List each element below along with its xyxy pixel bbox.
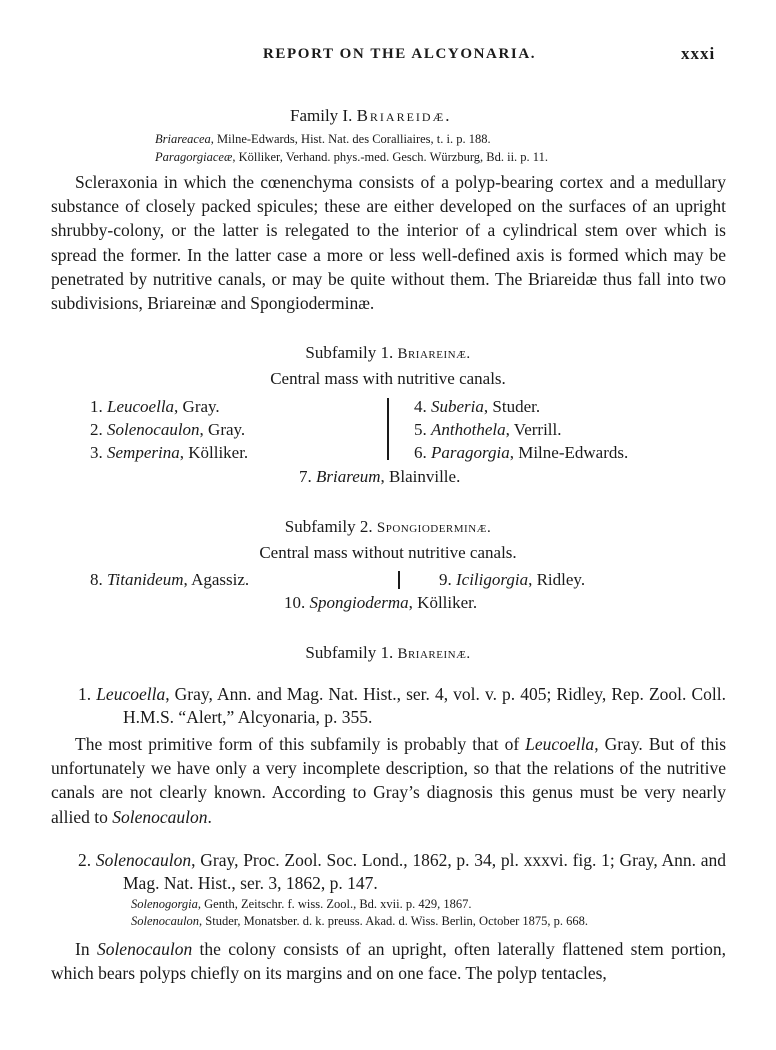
genus-name: Suberia	[431, 397, 484, 416]
synonym-reference: , Studer, Monatsber. d. k. preuss. Akad. d. Wiss. Berlin, October 1875, p. 668.	[199, 914, 589, 928]
genus-number: 7.	[299, 467, 312, 486]
subfamily-title-name: Briareinæ.	[397, 646, 471, 662]
genus-number: 4.	[414, 397, 427, 416]
paragraph-text: In	[75, 939, 97, 959]
genus-list-item	[414, 443, 628, 463]
genus-author: , Milne-Edwards.	[509, 443, 629, 462]
genus-author: , Ridley.	[528, 570, 586, 589]
genus-2-description	[51, 937, 726, 985]
subfamily-1-subtitle: Central mass with nutritive canals.	[270, 369, 506, 388]
synonym-line	[131, 913, 588, 930]
page-number: xxxi	[681, 44, 716, 63]
column-divider	[398, 571, 400, 589]
genus-number: 8.	[90, 570, 103, 589]
genus-name: Solenocaulon	[96, 939, 193, 959]
genus-author: , Studer.	[483, 397, 541, 416]
synonym-reference: , Genth, Zeitschr. f. wiss. Zool., Bd. xvii. p. 429, 1867.	[197, 897, 472, 911]
synonym-name: Paragorgiaceæ	[155, 150, 233, 164]
genus-number: 1.	[78, 684, 92, 704]
genus-name: Leucoella	[525, 734, 595, 754]
genus-name: Spongioderma	[309, 593, 409, 612]
synonym-name: Solenogorgia	[131, 897, 198, 911]
family-title	[290, 106, 452, 126]
genus-name: Leucoella	[96, 684, 166, 704]
genus-number: 2.	[90, 420, 103, 439]
genus-list-item	[284, 593, 477, 613]
genus-1-description	[51, 732, 726, 829]
paragraph-text: .	[207, 806, 212, 827]
genus-author: , Gray.	[174, 397, 220, 416]
genus-2-reference	[78, 849, 726, 895]
genus-number: 10.	[284, 593, 306, 612]
subfamily-title-prefix: Subfamily 1.	[305, 643, 394, 662]
genus-name: Leucoella	[107, 397, 175, 416]
synonym-name: Briareacea	[155, 132, 211, 146]
genus-list-item	[414, 397, 540, 417]
genus-author: , Kölliker.	[408, 593, 478, 612]
column-divider	[387, 398, 389, 460]
paragraph-text: , Gray. But of this unfortunately we have only a very incomplete description, so that the relations of the nutritive canals are not clearly known. According to Gray’s diagnosis this genus must be very nearly allied to	[51, 734, 727, 827]
genus-reference-text: , Gray, Proc. Zool. Soc. Lond., 1862, p. 34, pl. xxxvi. fig. 1; Gray, Ann. and Mag. Nat. Hist., ser. 3, 1862, p. 147.	[123, 850, 726, 893]
family-description-text: Scleraxonia in which the cœnenchyma consists of a polyp-bearing cortex and a medullary substance of closely packed spicules; these are either developed on the surfaces of an upright shrubby-colony, or the latter is relegated to the interior of a cylindrical stem over which is spread the former. In the latter case a more or less well-defined axis is formed which may be penetrated by nutritive canals, or may be quite without them. The Briareidæ thus fall into two subdivisions, Briareinæ and Spongioderminæ.	[51, 172, 726, 314]
genus-list-item	[439, 570, 585, 590]
genus-name: Solenocaulon	[112, 806, 208, 827]
subfamily-2-subtitle: Central mass without nutritive canals.	[259, 543, 517, 562]
subfamily-title-name: Spongioderminæ.	[376, 520, 492, 536]
synonym-reference: , Kölliker, Verhand. phys.-med. Gesch. Würzburg, Bd. ii. p. 11.	[232, 150, 548, 164]
genus-name: Solenocaulon	[107, 420, 200, 439]
genus-number: 3.	[90, 443, 103, 462]
genus-author: , Kölliker.	[179, 443, 249, 462]
genus-name: Semperina	[107, 443, 180, 462]
genus-list-item	[90, 443, 248, 463]
genus-list-item	[414, 420, 561, 440]
genus-name: Anthothela	[431, 420, 506, 439]
genus-list-item	[90, 397, 220, 417]
subfamily-title-name: Briareinæ.	[397, 346, 471, 362]
genus-list-item	[90, 570, 249, 590]
genus-name: Titanideum	[107, 570, 184, 589]
genus-number: 2.	[78, 850, 92, 870]
subfamily-title-prefix: Subfamily 2.	[284, 517, 373, 536]
genus-author: , Blainville.	[380, 467, 461, 486]
genus-number: 5.	[414, 420, 427, 439]
genus-number: 1.	[90, 397, 103, 416]
genus-number: 6.	[414, 443, 427, 462]
family-title-prefix: Family I.	[290, 106, 353, 125]
subfamily-2-title	[0, 517, 776, 537]
subfamily-1-heading	[0, 643, 776, 663]
synonym-name: Solenocaulon	[131, 914, 200, 928]
paragraph-text: the colony consists of an upright, often laterally flattened stem portion, which bears polyps chiefly on its margins and on one face. The polyp tentacles,	[51, 939, 727, 984]
genus-list-item	[90, 420, 245, 440]
genus-name: Paragorgia	[431, 443, 510, 462]
family-title-name: Briareidæ.	[356, 106, 452, 125]
synonym-reference: , Milne-Edwards, Hist. Nat. des Coralliaires, t. i. p. 188.	[210, 132, 491, 146]
genus-reference-text: , Gray, Ann. and Mag. Nat. Hist., ser. 4, vol. v. p. 405; Ridley, Rep. Zool. Coll. H.M.S. “Alert,” Alcyonaria, p. 355.	[123, 684, 727, 727]
genus-name: Solenocaulon	[95, 850, 192, 870]
genus-number: 9.	[439, 570, 452, 589]
genus-1-reference	[78, 683, 726, 729]
family-synonym-2	[155, 150, 548, 165]
family-description	[51, 170, 726, 315]
subfamily-title-prefix: Subfamily 1.	[305, 343, 394, 362]
genus-author: , Agassiz.	[183, 570, 250, 589]
genus-author: , Gray.	[199, 420, 246, 439]
subfamily-1-title	[0, 343, 776, 363]
family-synonym-1	[155, 132, 491, 147]
paragraph-text: The most primitive form of this subfamily is probably that of	[75, 734, 526, 754]
genus-list-item	[299, 467, 460, 487]
genus-name: Iciligorgia	[456, 570, 529, 589]
running-title: REPORT ON THE ALCYONARIA.	[263, 46, 537, 62]
synonym-line	[131, 896, 588, 913]
genus-2-synonyms	[131, 896, 588, 930]
genus-author: , Verrill.	[505, 420, 562, 439]
genus-name: Briareum	[316, 467, 381, 486]
